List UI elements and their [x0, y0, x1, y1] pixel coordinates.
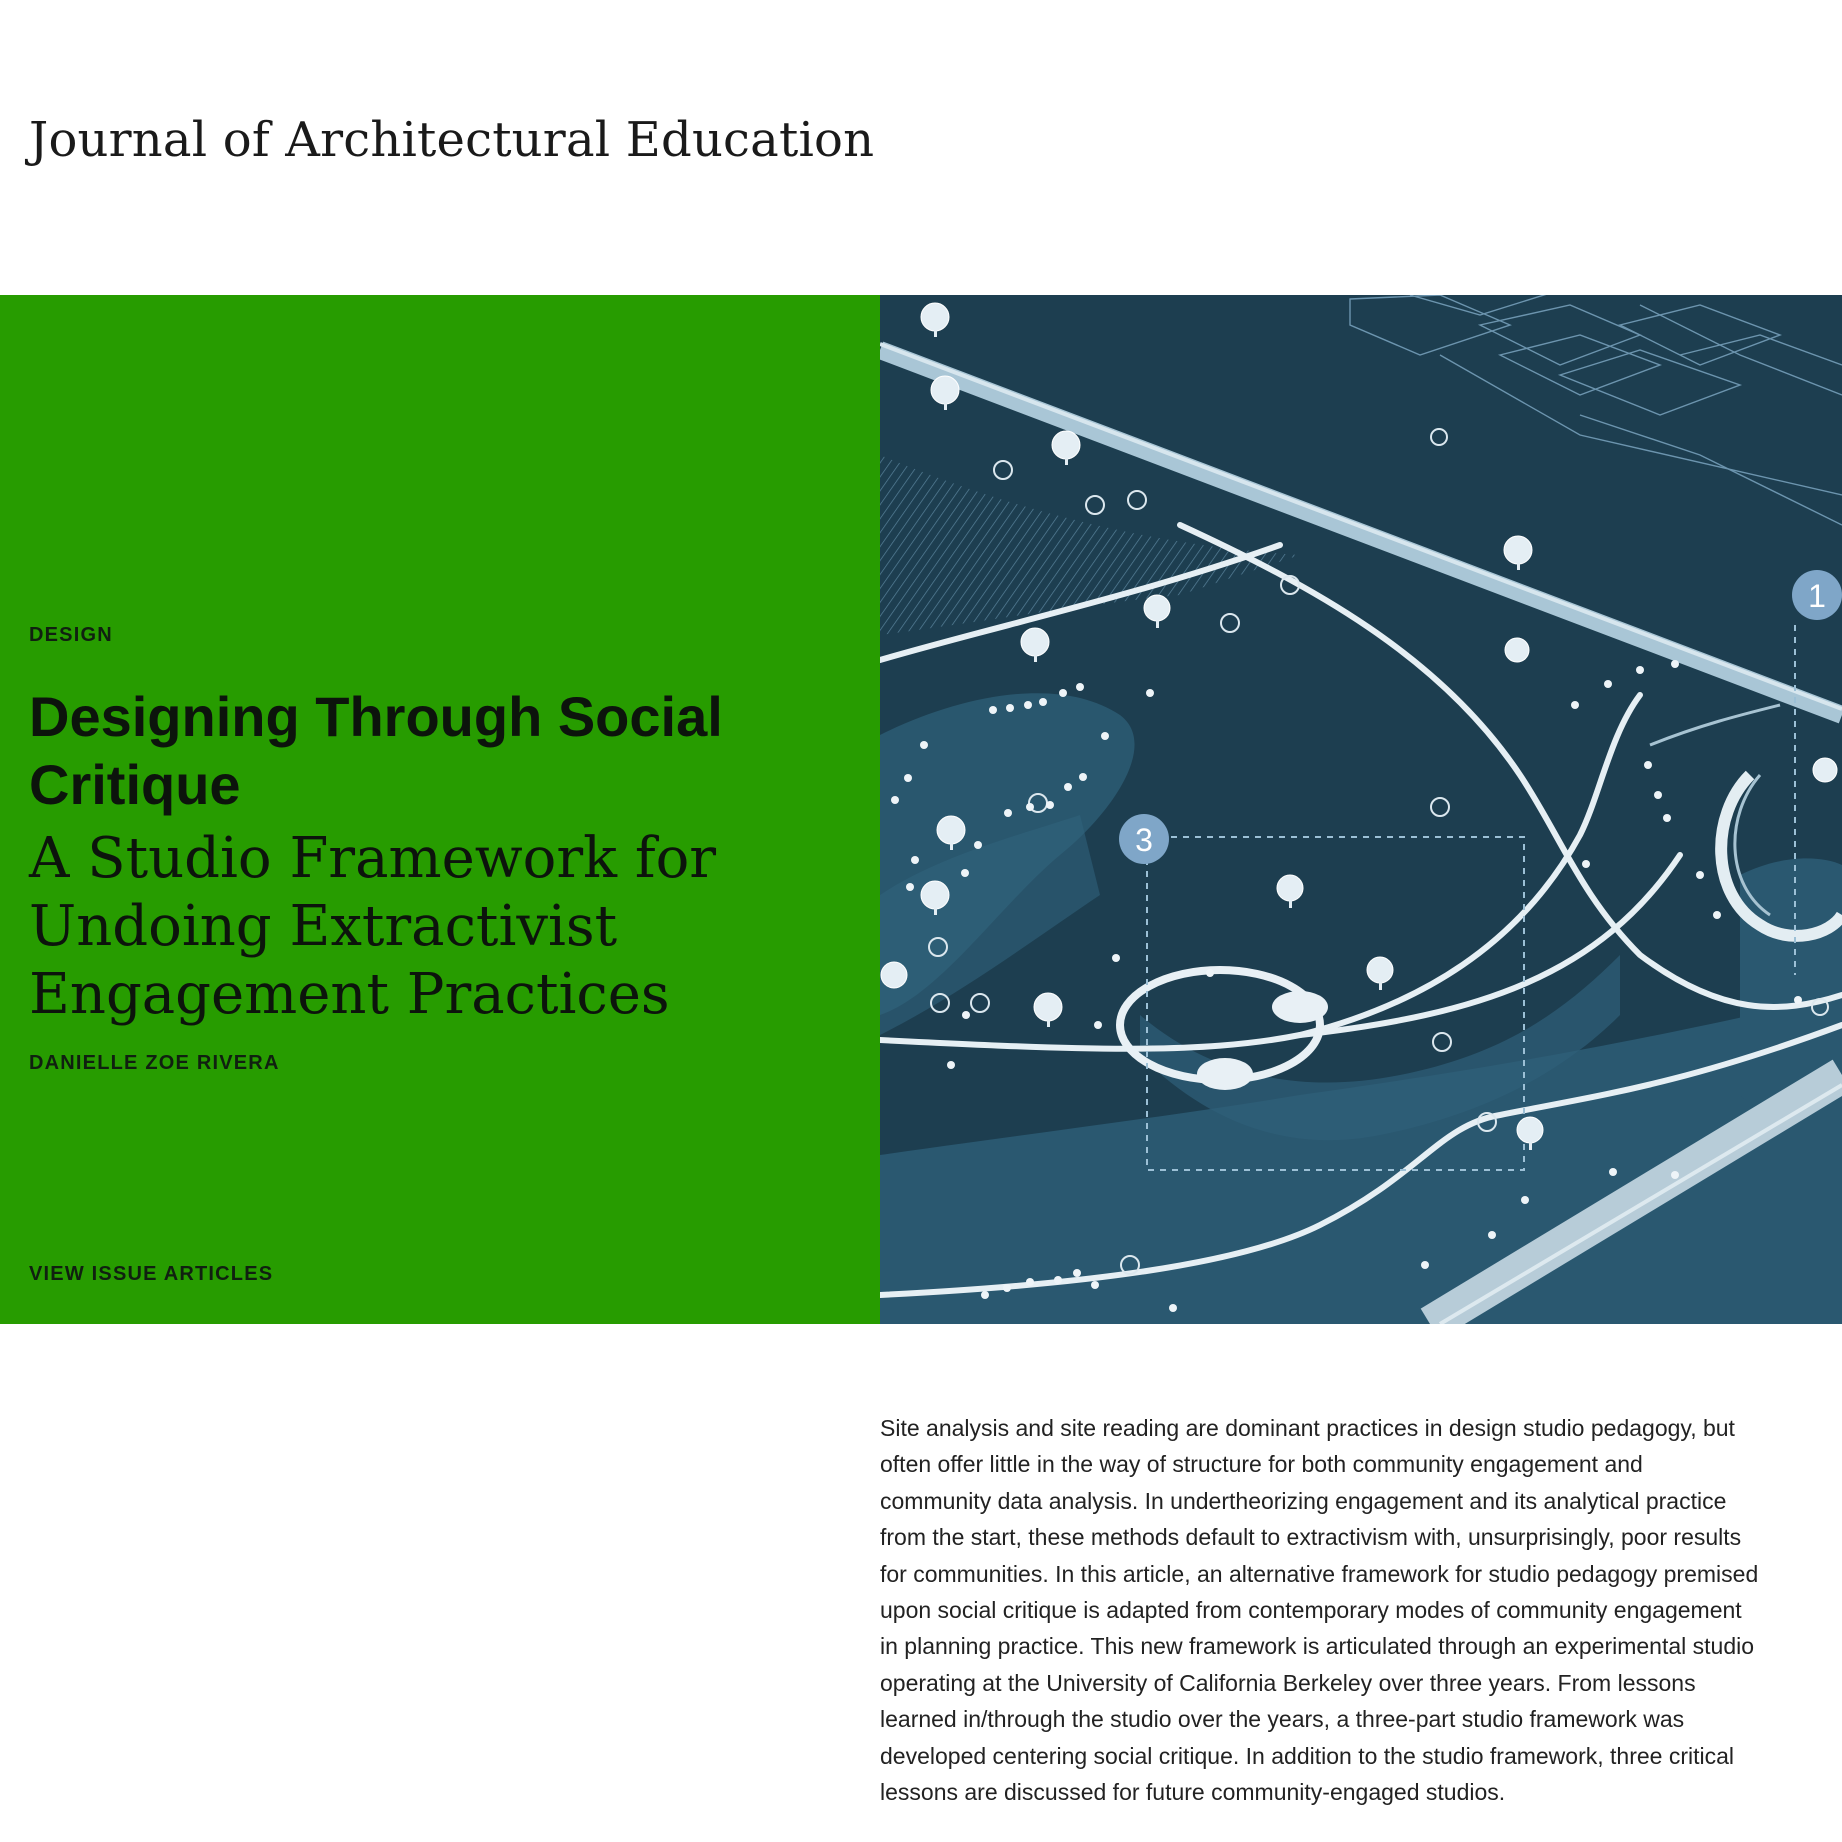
- journal-title[interactable]: Journal of Architectural Education: [29, 112, 875, 168]
- article-subtitle: A Studio Framework for Undoing Extractivist Engagement Practices: [29, 826, 717, 1027]
- marker-1[interactable]: [1792, 570, 1842, 620]
- site-plan-illustration: [880, 295, 1842, 1324]
- author-name[interactable]: DANIELLE ZOE RIVERA: [29, 1052, 280, 1074]
- article-hero: [0, 295, 1842, 1324]
- article-abstract: Site analysis and site reading are dominant practices in design studio pedagogy, but often offer little in the way of structure for both community engagement and community data analysis. In undertheorizing engagement and its analytical practice from the start, these methods default to extractivism with, unsurprisingly, poor results for communities. In this article, an alternative framework for studio pedagogy premised upon social critique is adapted from contemporary modes of community engagement in planning practice. This new framework is articulated through an experimental studio operating at the University of California Berkeley over three years. From lessons learned in/through the studio over the years, a three-part studio framework was developed centering social critique. In addition to the studio framework, three critical lessons are discussed for future community-engaged studios.: [880, 1415, 1759, 1806]
- marker-3[interactable]: [1119, 814, 1169, 864]
- category-label[interactable]: DESIGN: [29, 624, 113, 646]
- hero-text-panel: [0, 295, 880, 1324]
- view-issue-articles-link[interactable]: VIEW ISSUE ARTICLES: [29, 1263, 274, 1285]
- marker-3-label: 3: [1135, 822, 1153, 858]
- marker-1-label: 1: [1808, 578, 1826, 614]
- hero-illustration: [880, 295, 1842, 1324]
- article-title: Designing Through Social Critique: [29, 685, 723, 816]
